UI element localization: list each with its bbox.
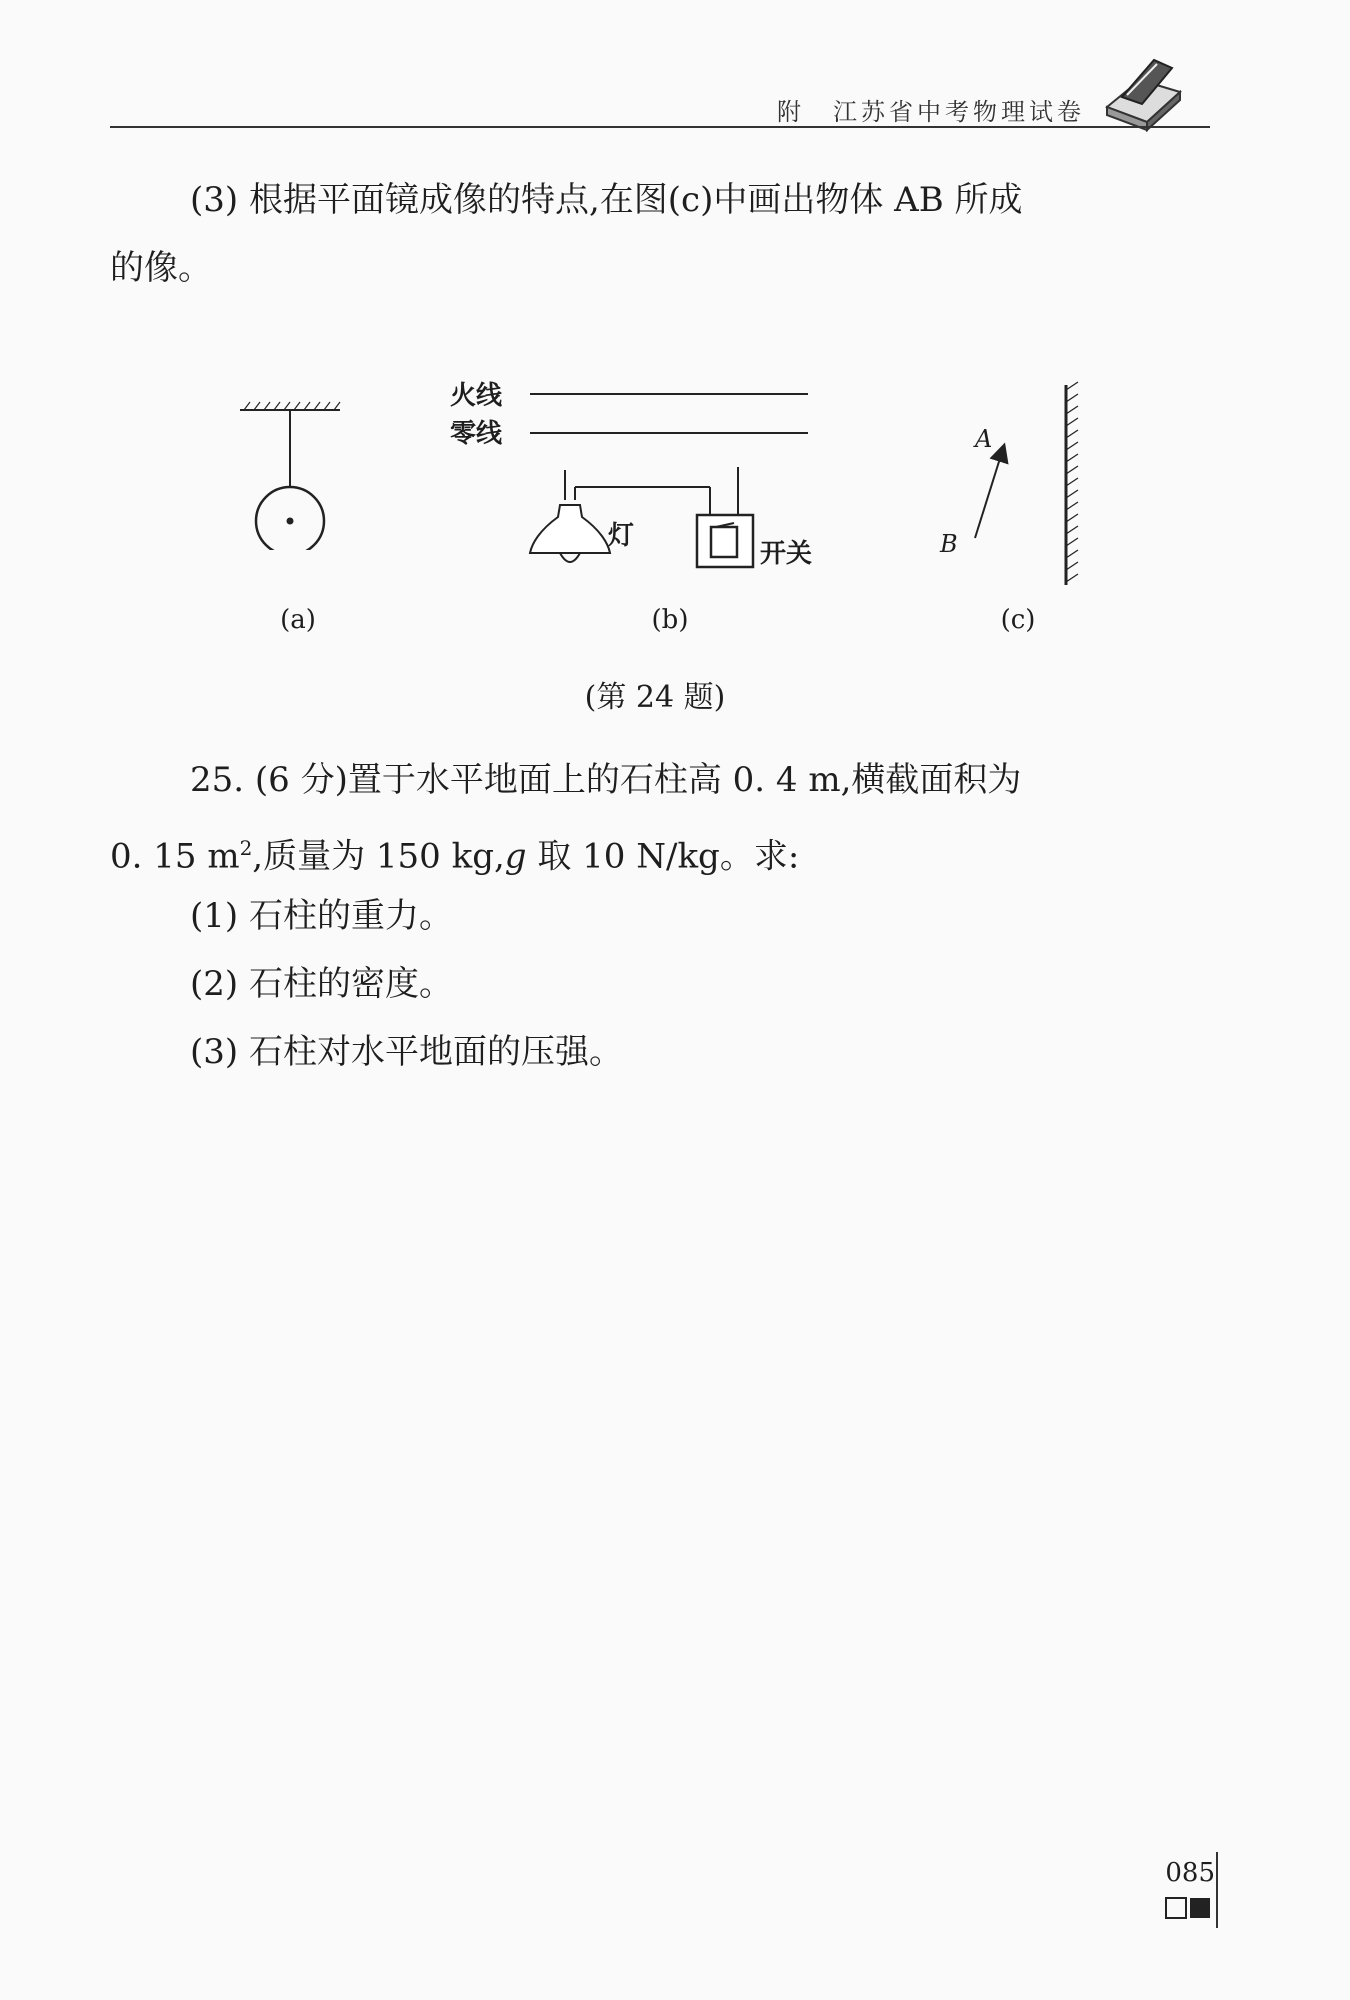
q25-g-text: 取 10 N/kg。求: <box>526 836 800 877</box>
q25-sub3: (3) 石柱对水平地面的压强。 <box>190 1032 623 1072</box>
q25-line1: 25. (6 分)置于水平地面上的石柱高 0. 4 m,横截面积为 <box>190 760 1022 800</box>
figure-row <box>0 355 1350 655</box>
book-icon <box>1102 52 1182 132</box>
figure-c-label: (c) <box>1000 605 1036 635</box>
figure-b-circuit <box>450 375 830 595</box>
point-b-label: B <box>940 530 958 558</box>
lamp-label: 灯 <box>608 521 635 551</box>
figure-a-label: (a) <box>280 605 316 635</box>
q25-sub2: (2) 石柱的密度。 <box>190 964 453 1004</box>
page-number: 085 <box>1165 1858 1215 1888</box>
page-number-bar <box>1216 1852 1218 1928</box>
point-a-label: A <box>975 425 993 453</box>
page-marks-icon <box>1164 1896 1214 1920</box>
figure-caption: (第 24 题) <box>584 680 726 715</box>
q25-sub1: (1) 石柱的重力。 <box>190 896 453 936</box>
switch-label: 开关 <box>760 539 813 569</box>
q25-area-value: 0. 15 m <box>110 836 240 877</box>
figure-a-pendulum <box>230 400 350 550</box>
q24-part3-line2: 的像。 <box>110 248 212 288</box>
neutral-wire-label: 零线 <box>450 419 503 449</box>
figure-b-label: (b) <box>651 605 689 635</box>
figure-c-mirror <box>930 370 1110 600</box>
header-rule <box>110 126 1210 128</box>
page-header <box>110 70 1210 130</box>
q25-mass-text: ,质量为 150 kg, <box>252 836 505 877</box>
q24-part3-line1: (3) 根据平面镜成像的特点,在图(c)中画出物体 AB 所成 <box>190 180 1023 220</box>
q25-line2 <box>110 814 1210 890</box>
live-wire-label: 火线 <box>450 381 503 411</box>
q25-g-symbol: g <box>504 836 527 877</box>
q25-area-exponent: 2 <box>239 836 253 860</box>
header-title: 附 江苏省中考物理试卷 <box>777 98 1085 126</box>
